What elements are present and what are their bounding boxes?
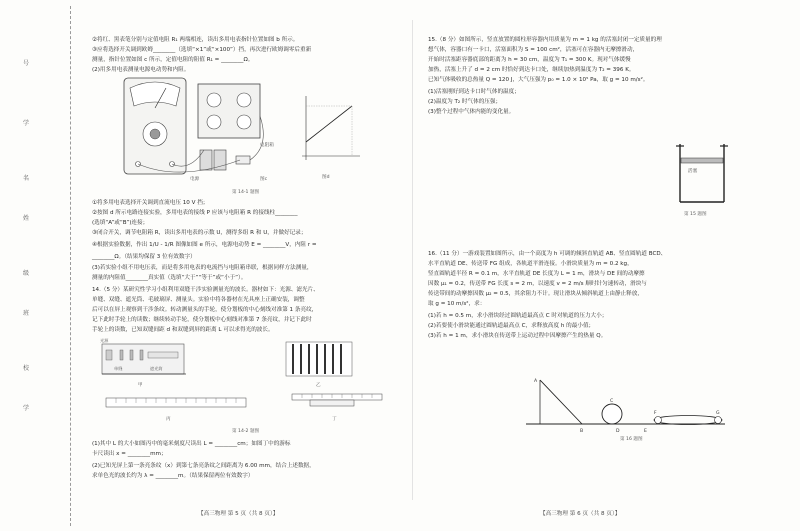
figure-sub-label-c: 图c	[260, 177, 268, 182]
figure-caption: 第 14-2 题图	[232, 429, 260, 434]
question-15-line: 想气体，容器口有一卡口，活塞面积为 S = 100 cm²，活塞可在容器内无摩擦滑动，	[428, 47, 639, 53]
left-text-line: ②将红、黑表笔分别与定值电阻 R₁ 两端相连，读出多用电表指针位置如图 b 所示。	[92, 37, 299, 43]
left-text-line: ③闭合开关，调节电阻箱 R，读出多用电表的示数 U，测得多组 R 和 U，并做好记录；	[92, 230, 307, 236]
binding-label: 班	[22, 310, 29, 317]
left-text-line: ________Ω。（结果均保留 3 位有效数字）	[92, 254, 196, 260]
binding-label: 号	[22, 60, 29, 67]
left-answer-line: (2)已知光屏上第一条亮条纹（x）到第七条亮条纹之间距离为 6.00 mm，结合上述数据，	[92, 463, 315, 469]
figure-16	[520, 376, 730, 434]
page-footer: 【高三物理 第 5 页（共 8 页）】	[198, 511, 279, 517]
binding-label: 学	[22, 120, 29, 127]
left-answer-line: 卡尺读出 x = ________mm；	[92, 451, 167, 457]
question-14-line: 单缝、双缝、遮光筒、毛玻璃屏、测量头。实验中将各器材在光具座上正确安装，调整	[92, 297, 305, 303]
question-15-line: 15.（8 分）如图所示，竖直放置的圆柱形容器内用质量为 m = 1 kg 的活塞封闭一定质量的理	[428, 37, 662, 43]
question-16-line: 因数 μ₁ = 0.2，传送带 FG 长度 s = 2 m，以速度 v = 2 m/s 顺时针匀速转动，滑块与	[428, 281, 647, 287]
binding-label: 学	[22, 405, 29, 412]
sub-fig-label: 丁	[332, 417, 337, 422]
track-point-label: E	[644, 429, 647, 434]
left-text-line: ②按图 d 所示电路连接实验，多用电表的接线 P 应该与电阻箱 R 的接线柱________	[92, 210, 298, 216]
left-text-line: ①将多用电表选择开关调到直流电压 10 V 挡；	[92, 200, 209, 206]
left-text-line: ③应将选择开关调到欧姆________（选填“×1”或“×100”）挡，再次进行欧姆调零后重新	[92, 47, 312, 53]
piston-label: 活塞	[688, 169, 698, 174]
page-divider	[412, 20, 413, 500]
question-16-line: 16.（11 分）一游戏装置如图所示，由一个高度为 h 可调的倾斜直轨道 AB、竖直圆轨道 BCD、	[428, 251, 667, 257]
question-14-line: 手轮上的读数，已知双缝间距 d 和双缝到屏的距离 L 可以求得光的波长。	[92, 327, 274, 333]
caliper-icon	[292, 394, 382, 406]
apparatus-label: 光源	[100, 338, 109, 343]
battery-icon	[200, 150, 250, 170]
multimeter-icon	[124, 78, 186, 174]
track-point-label: B	[580, 429, 584, 434]
question-16-line: 竖直圆轨道半径 R = 0.1 m，水平直轨道 DE 长度为 L = 1 m，滑块与 DE 间的动摩擦	[428, 271, 645, 277]
sub-fig-label: 丙	[166, 417, 171, 422]
figure-sub-label-d: 图d	[322, 175, 330, 180]
left-text-line: (2)用多用电表测量电源电动势和内阻。	[92, 67, 190, 73]
question-15-line: 已知气体吸收的总热量 Q = 120 J，大气压强为 p₀ = 1.0 × 10⁵ Pa，取 g = 10 m/s²。	[428, 77, 649, 83]
question-15-line: 加热，活塞上升了 d = 2 cm 时恰好到达卡口处，继续加热到温度为 T₂ = 396 K。	[428, 67, 635, 73]
track-point-label: C	[610, 399, 614, 404]
track-point-label: A	[534, 379, 538, 384]
circuit-label-power: 电源	[190, 177, 200, 182]
left-text-line: (选填“A”或“B”)连接；	[92, 220, 149, 226]
left-answer-line: (1)其中 L 的大小如图丙中的毫米刻度尺读出 L = ________cm；如图丁中的游标	[92, 441, 291, 447]
left-text-line: 测量，指针位置如图 c 所示，定值电阻的阻值 R₁ = ________Ω。	[92, 57, 254, 63]
fringe-pattern	[286, 342, 352, 376]
question-16-line: 取 g = 10 m/s²，求：	[428, 301, 486, 307]
sub-fig-label: 甲	[138, 383, 143, 388]
track-point-label: G	[716, 411, 720, 416]
figure-15	[672, 140, 742, 210]
left-text-line: (3)若实验小组不用电压表，而是将多用电表的电流挡与电阻箱串联，根据同样方法测量，	[92, 265, 313, 271]
page-footer: 【高三物理 第 6 页（共 8 页）】	[540, 511, 621, 517]
question-16-line: (1)若 h = 0.5 m，求小滑块经过圆轨道最高点 C 时对轨道的压力大小；	[428, 313, 608, 319]
question-16-line: 传送带间的动摩擦因数 μ₂ = 0.5，其余阻力不计。现让滑块从倾斜轨道上由静止释放，	[428, 291, 643, 297]
binding-cut-line	[70, 6, 71, 526]
apparatus-label: 遮光筒	[150, 366, 163, 371]
figure-14-2	[96, 336, 396, 428]
question-16-line: (3)若 h = 1 m，求小滑块在传送带上运动过程中因摩擦产生的热量 Q。	[428, 333, 607, 339]
figure-caption: 第 16 题图	[620, 437, 643, 442]
binding-label: 名	[22, 175, 29, 182]
figure-caption: 第 15 题图	[684, 212, 707, 217]
question-15-line: (3)整个过程中气体内能的变化量。	[428, 109, 515, 115]
question-16-line: 水平直轨道 DE、传送带 FG 组成，各轨道平滑连接。小滑块质量为 m = 0.2 kg，	[428, 261, 633, 267]
binding-label: 姓	[22, 215, 29, 222]
left-text-line: ④根据实验数据，作出 1/U - 1/R 图像如图 e 所示，电源电动势 E = ________V，内阻 r =	[92, 242, 317, 248]
apparatus-label: 单缝	[114, 366, 123, 371]
figure-caption: 第 14-1 题图	[232, 190, 260, 195]
piston-icon	[681, 158, 723, 163]
binding-label: 级	[22, 270, 29, 277]
question-14-line: 记下此时手轮上的读数；继续转动手轮，使分划板中心刻线对准第 7 条亮纹，并记下此时	[92, 317, 312, 323]
sub-fig-label: 乙	[316, 383, 321, 388]
left-text-line: 测量的内阻值________真实值（选填“大于”“等于”或“小于”）。	[92, 275, 247, 281]
track-point-label: F	[654, 411, 657, 416]
left-answer-line: 求单色光的波长约为 λ = ________m。（结果保留两位有效数字）	[92, 473, 254, 479]
resistance-box-icon	[198, 84, 260, 138]
ruler-icon	[106, 398, 246, 407]
figure-14-1	[120, 76, 380, 184]
question-15-line: (2)温度为 T₂ 时气体的压强；	[428, 99, 502, 105]
question-14-line: 14.（5 分）某研究性学习小组利用双缝干涉实验测量光的波长。器材如下：光源、滤光片、	[92, 287, 319, 293]
question-16-line: (2)若要使小滑块能通过圆轨道最高点 C，求释放高度 h 的最小值；	[428, 323, 595, 329]
binding-strip	[0, 0, 70, 531]
question-14-line: 后可以在屏上观察到干涉条纹。转动测量头的手轮，使分划板的中心刻线对准第 1 条亮纹，	[92, 307, 318, 313]
binding-label: 校	[22, 365, 29, 372]
graph-e	[302, 96, 360, 160]
question-15-line: (1)活塞刚好到达卡口时气体的温度；	[428, 89, 520, 95]
track-point-label: D	[616, 429, 620, 434]
circuit-label-box: 电阻箱	[260, 143, 274, 148]
question-15-line: 开始时活塞距容器底部的距离为 h = 30 cm，温度为 T₁ = 300 K。现对气体缓慢	[428, 57, 631, 63]
